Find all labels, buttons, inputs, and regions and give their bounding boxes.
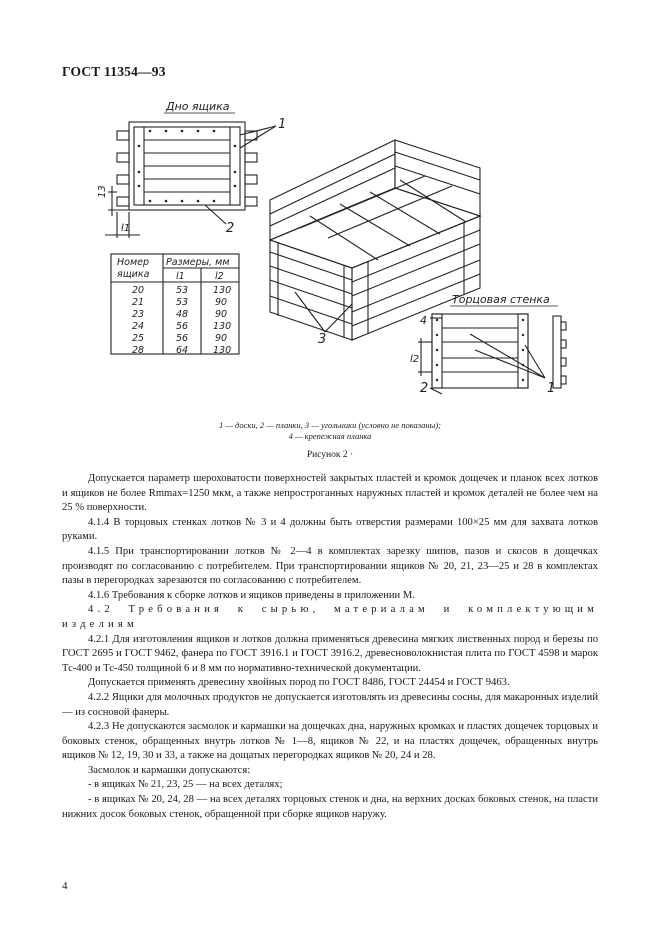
table-header-box-no-2: ящика — [117, 269, 150, 280]
end-wall-drawing — [418, 314, 566, 394]
table-header-l1: l1 — [176, 271, 185, 282]
table-cell: 56 — [176, 333, 189, 344]
table-header-l2: l2 — [215, 271, 224, 282]
dim-l1: l1 — [121, 223, 131, 234]
dim-13: 13 — [97, 185, 108, 198]
paragraph: 4.2.2 Ящики для молочных продуктов не допускается изготовлять из древесины сосны, для макаронных изделий — из сосновой фанеры. — [62, 691, 598, 718]
technical-figure — [0, 90, 661, 420]
callout-2-endwall: 2 — [420, 381, 429, 396]
paragraph: Засмолок и кармашки допускаются: — [88, 764, 251, 776]
paragraph: 4.1.6 Требования к сборке лотков и ящиков приведены в приложении М. — [88, 589, 415, 601]
table-cell: 23 — [132, 309, 145, 320]
list-item: - в ящиках № 21, 23, 25 — на всех деталях; — [88, 779, 283, 791]
page-number: 4 — [62, 880, 68, 892]
bottom-title: Дно ящика — [166, 100, 230, 113]
table-cell: 130 — [213, 321, 232, 332]
table-cell: 90 — [215, 297, 228, 308]
table-cell: 48 — [176, 309, 189, 320]
section-heading: 4.2 Требования к сырью, материалам и комплектующим изделиям — [62, 604, 598, 630]
body-text — [62, 472, 598, 822]
table-cell: 130 — [213, 345, 232, 356]
table-cell: 90 — [215, 309, 228, 320]
paragraph: Допускается параметр шероховатости поверхностей закрытых пластей и кромок дощечек и планок всех лотков и ящиков не более Rmmax=1250 мкм, а также непрострoганных наружных пластей и кромок деталей не более чем на 25 % поверхности. — [62, 473, 598, 514]
table-cell: 20 — [132, 285, 145, 296]
document-header: ГОСТ 11354—93 — [62, 64, 166, 79]
table-header-dims: Размеры, мм — [166, 257, 230, 268]
table-cell: 21 — [132, 297, 145, 308]
paragraph: 4.2.3 Не допускаются засмолок и кармашки на дощечках дна, наружных кромках и пластях дощечек торцовых и боковых стенок, обращенных внутрь лотков № 1—8, ящиков № 22, и на пластях дощечек, обращенных внутрь ящиков № 12, 19, 30 и 33, а также на дощатых перегородках ящиков № 20, 24 и 28. — [62, 721, 598, 762]
callout-2-bottom: 2 — [226, 221, 235, 236]
list-item: - в ящиках № 20, 24, 28 — на всех деталях торцовых стенок и дна, на верхних досках боковых стенок, на пласти нижних досок боковых стенок, обращенной при сборке ящиков наружу. — [62, 794, 598, 820]
callout-1-bottom: 1 — [278, 117, 287, 132]
table-cell: 56 — [176, 321, 189, 332]
callout-3-crate: 3 — [318, 332, 327, 347]
table-cell: 25 — [132, 333, 145, 344]
crate-drawing — [270, 140, 480, 340]
end-wall-title: Торцовая стенка — [452, 293, 550, 306]
table-cell: 64 — [176, 345, 189, 356]
table-cell: 130 — [213, 285, 232, 296]
callout-1-endwall: 1 — [547, 381, 556, 396]
table-rows — [132, 285, 231, 356]
table-cell: 53 — [176, 297, 189, 308]
table-cell: 24 — [132, 321, 145, 332]
table-cell: 53 — [176, 285, 189, 296]
paragraph: Допускается применять древесину хвойных пород по ГОСТ 8486, ГОСТ 24454 и ГОСТ 9463. — [88, 677, 510, 689]
table-header-box-no-1: Номер — [117, 257, 149, 268]
box-bottom-drawing — [105, 122, 276, 238]
figure-legend-line-1: 1 — доски, 2 — планки, 3 — угольники (условно не показаны); — [218, 420, 442, 430]
figure-caption: Рисунок 2 · — [306, 450, 354, 460]
paragraph: 4.1.5 При транспортировании лотков № 2—4 в комплектах зарезку шипов, пазов и скосов в дощечках производят по согласованию с потребителем. При транспортировании ящиков № 20, 21, 23—25 и 28 в комплектах пазы в перегородках зарезаются по согласованию с потребителем. — [62, 545, 598, 587]
dim-l2: l2 — [410, 354, 420, 365]
callout-4-endwall: 4 — [420, 314, 427, 327]
figure-legend-line-2: 4 — крепежная планка — [288, 431, 372, 441]
paragraph: 4.1.4 В торцовых стенках лотков № 3 и 4 должны быть отверстия размерами 100×25 мм для захвата лотков руками. — [62, 516, 598, 543]
table-cell: 90 — [215, 333, 228, 344]
table-cell: 28 — [132, 345, 145, 356]
paragraph: 4.2.1 Для изготовления ящиков и лотков должна применяться древесина мягких лиственных пород и березы по ГОСТ 2695 и ГОСТ 9462, фанера по ГОСТ 3916.1 и ГОСТ 3916.2, древесноволокнистая плита по ГОСТ 4598 и марок Тс-400 и Тс-450 толщиной 6 и 8 мм по нормативно-технической документации. — [62, 633, 598, 674]
